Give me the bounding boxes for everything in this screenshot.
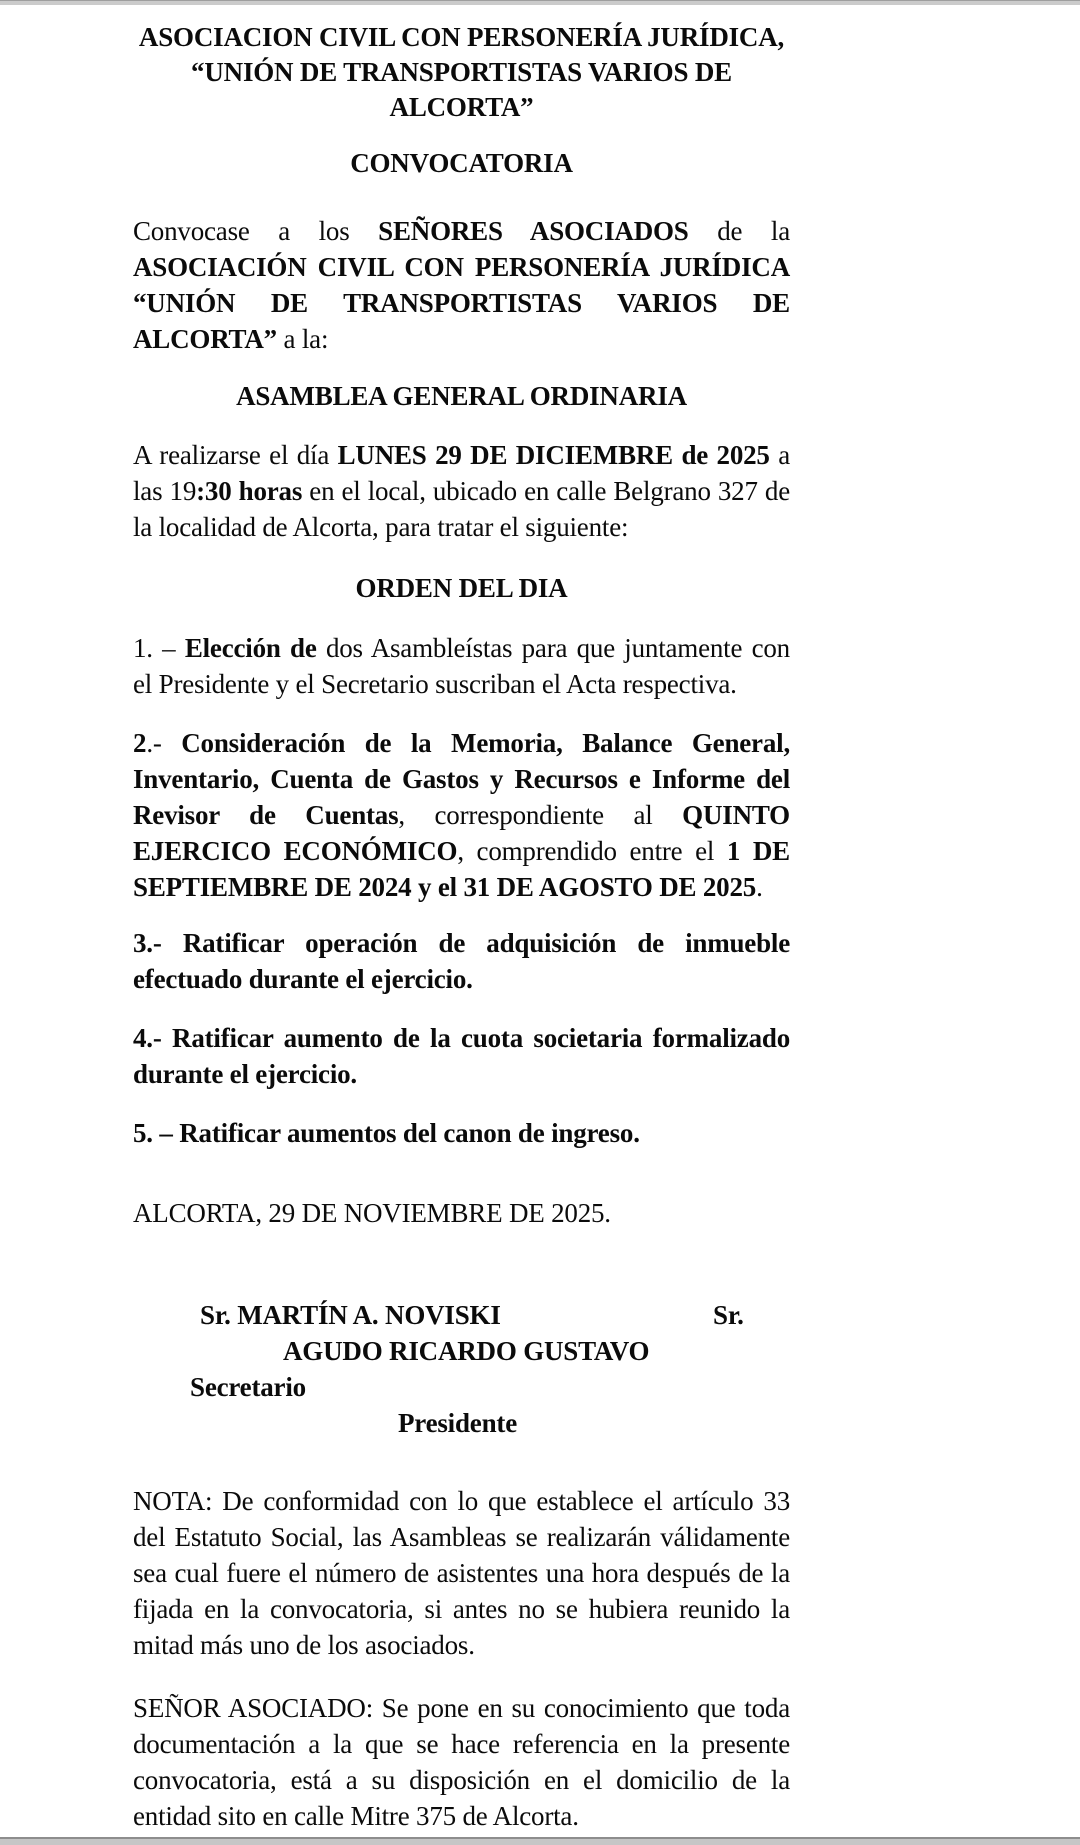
intro-mid-text: de la (688, 216, 790, 246)
document-content (133, 14, 790, 1834)
heading-convocatoria: CONVOCATORIA (350, 148, 573, 178)
signature-right-honorific: Sr. (713, 1300, 744, 1330)
item1-rest-text: dos Asambleístas para que juntamente con el Presidente y el Secretario suscriban el Acta respectiva. (133, 633, 790, 699)
signature-president-name: AGUDO RICARDO GUSTAVO (283, 1336, 650, 1366)
signature-role-secretario: Secretario (190, 1372, 306, 1402)
item2-mid-b-text: , comprendido entre el (457, 836, 727, 866)
item2-ejercicio-bold: QUINTO EJERCICO ECONÓMICO (133, 800, 790, 866)
intro-pre-text: Convocase a los (133, 216, 379, 246)
item2-number: 2 (133, 728, 147, 758)
intro-post-text: a la: (276, 324, 329, 354)
schedule-paragraph (133, 437, 790, 545)
date-line: ALCORTA, 29 DE NOVIEMBRE DE 2025. (133, 1198, 611, 1228)
schedule-time-bold: :30 horas (196, 476, 303, 506)
schedule-pre-text: A realizarse el día (133, 440, 338, 470)
page-title: ASOCIACION CIVIL CON PERSONERÍA JURÍDICA, “UNIÓN DE TRANSPORTISTAS VARIOS DE ALCORTA” (138, 22, 785, 122)
signature-block (133, 1297, 790, 1441)
agenda-item-1 (133, 630, 790, 702)
schedule-date-bold: LUNES 29 DE DICIEMBRE de 2025 (337, 440, 770, 470)
intro-entity-bold: ASOCIACIÓN CIVIL CON PERSONERÍA JURÍDICA “UNIÓN DE TRANSPORTISTAS VARIOS DE ALCORTA” (133, 252, 790, 354)
heading-asamblea-general: ASAMBLEA GENERAL ORDINARIA (236, 381, 687, 411)
schedule-mid-text: a las 19 (133, 440, 790, 506)
signature-line-1 (133, 1297, 790, 1333)
page-top-edge (0, 0, 1080, 5)
agenda-item-4: 4.- Ratificar aumento de la cuota societaria formalizado durante el ejercicio. (133, 1023, 790, 1089)
item2-consideracion-bold: Consideración de la Memoria, Balance General, Inventario, Cuenta de Gastos y Recursos e Informe del Revisor de Cuentas (133, 728, 790, 830)
intro-members-bold: SEÑORES ASOCIADOS (378, 216, 689, 246)
nota-paragraph: NOTA: De conformidad con lo que establece el artículo 33 del Estatuto Social, las Asambleas se realizarán válidamente sea cual fuere el número de asistentes una hora después de la fijada en la convocatoria, si antes no se hubiera reunido la mitad más uno de los asociados. (133, 1486, 790, 1660)
intro-paragraph (133, 213, 790, 357)
item2-end-period: . (756, 872, 763, 902)
item2-mid-a-text: , correspondiente al (398, 800, 683, 830)
signature-secretary-name: Sr. MARTÍN A. NOVISKI (200, 1300, 501, 1330)
agenda-item-5: 5. – Ratificar aumentos del canon de ingreso. (133, 1118, 640, 1148)
agenda-item-2 (133, 725, 790, 905)
item1-number: 1. – (133, 633, 185, 663)
agenda-item-3: 3.- Ratificar operación de adquisición de inmueble efectuado durante el ejercicio. (133, 928, 790, 994)
page-bottom-edge (0, 1837, 1080, 1845)
schedule-post-text: en el local, ubicado en calle Belgrano 327 de la localidad de Alcorta, para tratar el siguiente: (133, 476, 790, 542)
item1-lead-bold: Elección de (184, 633, 317, 663)
signature-role-presidente: Presidente (398, 1408, 517, 1438)
item2-number-sep: .- (146, 728, 182, 758)
item2-fechas-bold: 1 DE SEPTIEMBRE DE 2024 y el 31 DE AGOSTO DE 2025 (133, 836, 790, 902)
heading-orden-del-dia: ORDEN DEL DIA (355, 573, 568, 603)
senor-asociado-paragraph: SEÑOR ASOCIADO: Se pone en su conocimiento que toda documentación a la que se hace referencia en la presente convocatoria, está a su disposición en el domicilio de la entidad sito en calle Mitre 375 de Alcorta. (133, 1693, 790, 1831)
